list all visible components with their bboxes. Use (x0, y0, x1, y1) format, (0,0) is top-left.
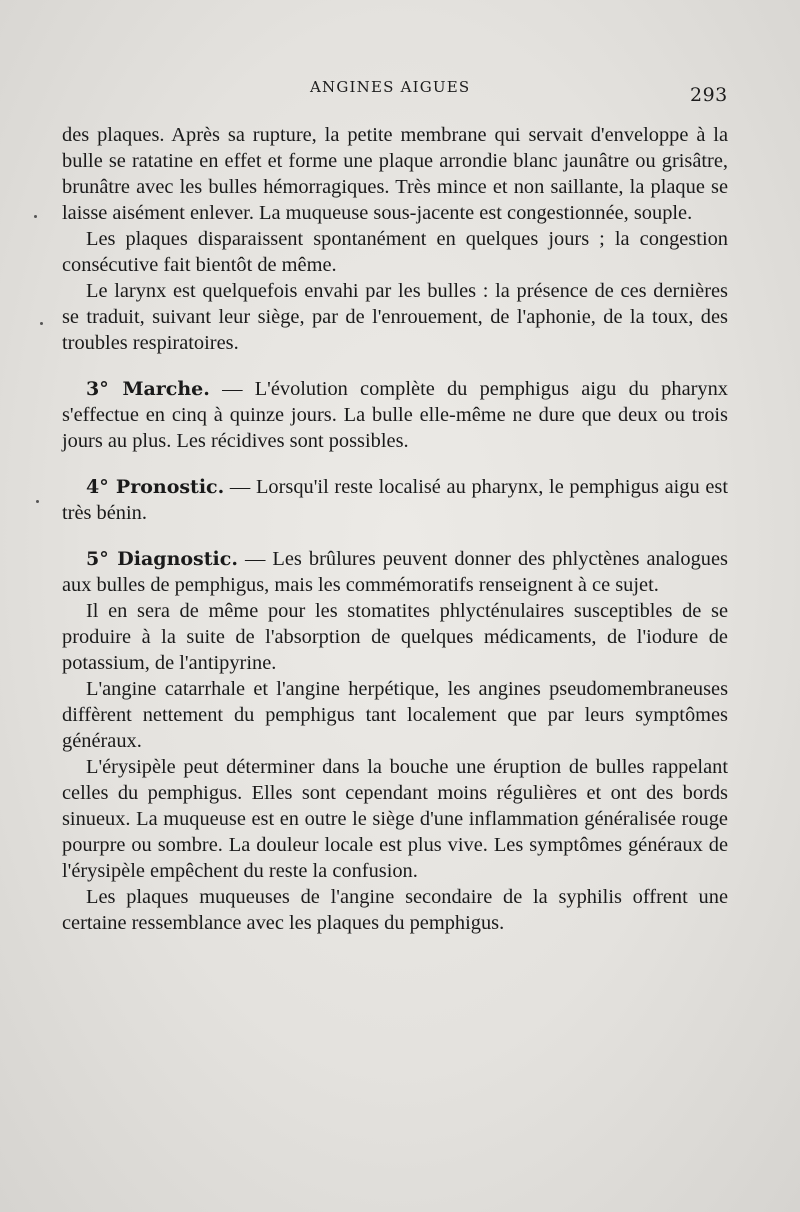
section-label-marche: 3° Marche. (86, 378, 210, 400)
paragraph-bulle-rupture: des plaques. Après sa rupture, la petite membrane qui servait d'enveloppe à la bulle se ratatine en effet et forme une plaque arrondie blanc jaunâtre ou grisâtre, brunâtre avec les bulles hémorragiques. Très mince et non saillante, la plaque se laisse aisément enlever. La muqueuse sous-jacente est congestionnée, souple. (62, 124, 728, 224)
paragraph-stomatites: Il en sera de même pour les stomatites phlycténulaires susceptibles de se produire à la suite de l'absorption de quelques médicaments, de l'iodure de potassium, de l'antipyrine. (62, 600, 728, 674)
section-diagnostic (62, 546, 728, 598)
section-text-marche: — L'évolution complète du pemphigus aigu du pharynx s'effectue en cinq à quinze jours. La bulle elle-même ne dure que deux ou trois jours au plus. Les récidives sont possibles. (62, 378, 729, 452)
running-head: ANGINES AIGUES (310, 78, 471, 96)
section-text-pronostic: — Lorsqu'il reste localisé au pharynx, le pemphigus aigu est très bénin. (62, 476, 729, 524)
section-marche (62, 376, 728, 454)
paper-speck (40, 322, 43, 325)
page-number: 293 (690, 84, 728, 106)
section-text-diagnostic: — Les brûlures peuvent donner des phlyctènes analogues aux bulles de pemphigus, mais les commémoratifs renseignent à ce sujet. (62, 548, 728, 596)
paragraph-plaques-disparaissent: Les plaques disparaissent spontanément en quelques jours ; la congestion consécutive fait bientôt de même. (62, 228, 728, 276)
paper-speck (34, 215, 37, 218)
paragraph-plaques-muqueuses: Les plaques muqueuses de l'angine secondaire de la syphilis offrent une certaine ressemblance avec les plaques du pemphigus. (62, 886, 728, 934)
body-text (62, 122, 728, 936)
section-label-diagnostic: 5° Diagnostic. (86, 548, 238, 570)
paper-speck (36, 500, 39, 503)
page-header (0, 0, 800, 120)
section-label-pronostic: 4° Pronostic. (86, 476, 225, 498)
paragraph-larynx: Le larynx est quelquefois envahi par les bulles : la présence de ces dernières se traduit, suivant leur siège, par de l'enrouement, de l'aphonie, de la toux, des troubles respiratoires. (62, 280, 728, 354)
paragraph-erysipele: L'érysipèle peut déterminer dans la bouche une éruption de bulles rappelant celles du pemphigus. Elles sont cependant moins régulières et ont des bords sinueux. La muqueuse est en outre le siège d'une inflammation généralisée rouge pourpre ou sombre. La douleur locale est plus vive. Les symptômes généraux de l'érysipèle empêchent du reste la confusion. (62, 756, 728, 882)
paragraph-angine-catarrhale: L'angine catarrhale et l'angine herpétique, les angines pseudomembraneuses diffèrent nettement du pemphigus tant localement que par leurs symptômes généraux. (62, 678, 728, 752)
section-pronostic (62, 474, 728, 526)
